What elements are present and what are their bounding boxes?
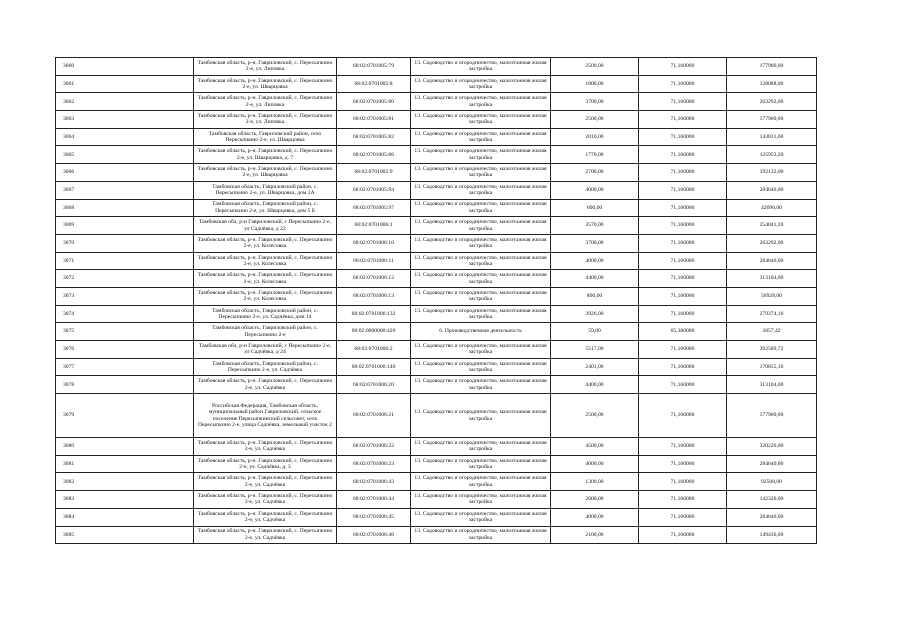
cadastral-value-cell: 284640,00 [727,455,817,473]
table-row [56,287,817,305]
area-cell: 59,00 [551,323,639,341]
specific-value-cell: 71,160000 [639,438,727,456]
cadastral-value-cell: 263292,00 [727,234,817,252]
row-number-cell: 3075 [56,323,194,341]
land-use-cell: 13. Садоводство и огородничество, малоэтажная жилая застройка [411,93,551,111]
specific-value-cell: 71,160000 [639,508,727,526]
specific-value-cell: 71,160000 [639,164,727,182]
land-use-cell: 13. Садоводство и огородничество, малоэтажная жилая застройка [411,508,551,526]
area-cell: 800,00 [551,287,639,305]
specific-value-cell: 71,160000 [639,341,727,359]
area-cell: 4000,00 [551,181,639,199]
land-use-cell: 13. Садоводство и огородничество, малоэтажная жилая застройка [411,455,551,473]
table-row [56,146,817,164]
row-number-cell: 3068 [56,199,194,217]
land-use-cell: 13. Садоводство и огородничество, малоэтажная жилая застройка [411,146,551,164]
table-row [56,217,817,235]
specific-value-cell: 71,160000 [639,93,727,111]
specific-value-cell: 71,160000 [639,199,727,217]
cadastral-number-cell: 68:02:0701006:10 [337,234,411,252]
row-number-cell: 3082 [56,473,194,491]
area-cell: 2010,00 [551,128,639,146]
address-cell: Тамбовская область, р-н. Гавриловский, с. Пересыпкино 2-е, ул. Садчёвка [194,438,337,456]
table-row [56,473,817,491]
land-use-cell: 13. Садоводство и огородничество, малоэтажная жилая застройка [411,491,551,509]
land-use-cell: 13. Садоводство и огородничество, малоэтажная жилая застройка [411,234,551,252]
row-number-cell: 3076 [56,341,194,359]
land-use-cell: 13. Садоводство и огородничество, малоэтажная жилая застройка [411,75,551,93]
area-cell: 2000,00 [551,491,639,509]
land-use-cell: 13. Садоводство и огородничество, малоэтажная жилая застройка [411,358,551,376]
row-number-cell: 3067 [56,181,194,199]
land-use-cell: 13. Садоводство и огородничество, малоэтажная жилая застройка [411,287,551,305]
land-use-cell: 13. Садоводство и огородничество, малоэтажная жилая застройка [411,181,551,199]
address-cell: Тамбовская область, р-н. Гавриловский, с. Пересыпкино 2-е, ул. Колесовка [194,252,337,270]
table-row [56,58,817,76]
specific-value-cell: 71,160000 [639,217,727,235]
address-cell: Тамбовская область, р-н. Гавриловский, с. Пересыпкино 2-е, ул. Садчёвка [194,473,337,491]
address-cell: Тамбовская область, р-н. Гавриловский, с. Пересыпкино 2-е, ул. Садчёвка, д. 3 [194,455,337,473]
specific-value-cell: 71,160000 [639,146,727,164]
specific-value-cell: 71,160000 [639,111,727,129]
address-cell: Тамбовская область, р-н. Гавриловский, с. Пересыпкино 2-е, ул. Садчёвка [194,508,337,526]
cadastral-value-cell: 392589,72 [727,341,817,359]
cadastral-number-cell: 68:02:0701006:12 [337,270,411,288]
address-cell: Тамбовская область, р-н. Гавриловский, с. Пересыпкино 2-е, ул. Садчёвка [194,526,337,544]
land-use-cell: 13. Садоводство и огородничество, малоэтажная жилая застройка [411,526,551,544]
specific-value-cell: 71,160000 [639,252,727,270]
cadastral-value-cell: 56928,00 [727,287,817,305]
address-cell: Тамбовская область, р-н. Гавриловский, с. Пересыпкино 2-е, ул. Шварцовка, д. 7 [194,146,337,164]
cadastral-number-cell: 68:02:0701006:13 [337,287,411,305]
row-number-cell: 3065 [56,146,194,164]
land-use-cell: 13. Садоводство и огородничество, малоэтажная жилая застройка [411,473,551,491]
address-cell: Тамбовская обл, р-н Гавриловский, с Пересыпкино 2-е, ул Садчёвка, д 24 [194,341,337,359]
area-cell: 4400,00 [551,270,639,288]
row-number-cell: 3079 [56,394,194,438]
cadastral-value-cell: 3857,42 [727,323,817,341]
table-row [56,394,817,438]
cadastral-value-cell: 170855,16 [727,358,817,376]
row-number-cell: 3078 [56,376,194,394]
row-number-cell: 3066 [56,164,194,182]
cadastral-number-cell: 68:02:0701005:86 [337,146,411,164]
cadastral-number-cell: 68:02:0701006:21 [337,394,411,438]
land-use-cell: 13. Садоводство и огородничество, малоэтажная жилая застройка [411,128,551,146]
row-number-cell: 3064 [56,128,194,146]
row-number-cell: 3074 [56,305,194,323]
table-row [56,270,817,288]
address-cell: Тамбовская область, Гавриловский район, с. Пересыпкино 2-е, ул. Садчёвка, дом 14 [194,305,337,323]
table-row [56,323,817,341]
specific-value-cell: 71,160000 [639,394,727,438]
land-use-cell: 13. Садоводство и огородничество, малоэтажная жилая застройка [411,199,551,217]
area-cell: 2401,00 [551,358,639,376]
address-cell: Тамбовская область, Гавриловский район, с. Пересыпкино 2-е [194,323,337,341]
land-use-cell: 13. Садоводство и огородничество, малоэтажная жилая застройка [411,376,551,394]
cadastral-number-cell: 68:02:0701005:97 [337,199,411,217]
row-number-cell: 3073 [56,287,194,305]
cadastral-value-cell: 284640,00 [727,252,817,270]
cadastral-value-cell: 320220,00 [727,438,817,456]
table-row [56,164,817,182]
area-cell: 2500,00 [551,394,639,438]
land-use-cell: 13. Садоводство и огородничество, малоэтажная жилая застройка [411,252,551,270]
address-cell: Тамбовская область, р-н. Гавриловский, с. Пересыпкино 2-е, ул. Липовка [194,93,337,111]
cadastral-value-cell: 279374,16 [727,305,817,323]
area-cell: 4400,00 [551,376,639,394]
area-cell: 4000,00 [551,455,639,473]
area-cell: 1300,00 [551,473,639,491]
cadastral-value-cell: 192132,00 [727,164,817,182]
cadastral-value-cell: 42696,00 [727,199,817,217]
specific-value-cell: 71,160000 [639,526,727,544]
land-use-cell: 6. Производственная деятельность [411,323,551,341]
cadastral-number-cell: 68:02:0701005:81 [337,111,411,129]
area-cell: 2100,00 [551,526,639,544]
area-cell: 4000,00 [551,252,639,270]
specific-value-cell: 71,160000 [639,376,727,394]
specific-value-cell: 71,160000 [639,270,727,288]
table-row [56,128,817,146]
table-row [56,376,817,394]
area-cell: 4000,00 [551,508,639,526]
cadastral-number-cell: 68:02:0701006:44 [337,491,411,509]
cadastral-number-cell: 68:02:0701006:140 [337,358,411,376]
cadastral-value-cell: 284640,00 [727,508,817,526]
table-row [56,526,817,544]
cadastral-value-cell: 254041,20 [727,217,817,235]
cadastral-number-cell: 68:02:0701006:2 [337,341,411,359]
address-cell: Тамбовская область, Гавриловский район, с. Пересыпкино 2-е, ул. Садчёвка [194,358,337,376]
specific-value-cell: 71,160000 [639,58,727,76]
land-use-cell: 13. Садоводство и огородничество, малоэтажная жилая застройка [411,341,551,359]
row-number-cell: 3061 [56,75,194,93]
address-cell: Тамбовская область, р-н. Гавриловский, с. Пересыпкино 2-е, ул. Садчёвка [194,491,337,509]
specific-value-cell: 71,160000 [639,358,727,376]
cadastral-number-cell: 68:02:0701005:94 [337,181,411,199]
row-number-cell: 3070 [56,234,194,252]
table-row [56,252,817,270]
area-cell: 3926,00 [551,305,639,323]
row-number-cell: 3069 [56,217,194,235]
address-cell: Тамбовская область, р-н. Гавриловский, с. Пересыпкино 2-е, ул. Шварцовка [194,75,337,93]
land-use-cell: 13. Садоводство и огородничество, малоэтажная жилая застройка [411,270,551,288]
area-cell: 5517,00 [551,341,639,359]
address-cell: Тамбовская область, р-н. Гавриловский, с. Пересыпкино 2-е, ул. Колесовка [194,270,337,288]
address-cell: Тамбовская обл, р-н Гавриловский, с Пересыпкино 2-е, ул Садчёвка, д 22 [194,217,337,235]
table-row [56,358,817,376]
cadastral-value-cell: 149436,00 [727,526,817,544]
land-cadastral-value-table [55,57,817,544]
specific-value-cell: 71,160000 [639,181,727,199]
land-use-cell: 13. Садоводство и огородничество, малоэтажная жилая застройка [411,438,551,456]
land-use-cell: 13. Садоводство и огородничество, малоэтажная жилая застройка [411,111,551,129]
row-number-cell: 3083 [56,491,194,509]
specific-value-cell: 71,160000 [639,305,727,323]
cadastral-number-cell: 68:02:0000000:420 [337,323,411,341]
specific-value-cell: 71,160000 [639,128,727,146]
cadastral-number-cell: 68:02:0701006:22 [337,438,411,456]
specific-value-cell: 71,160000 [639,455,727,473]
table-row [56,181,817,199]
table-row [56,199,817,217]
specific-value-cell: 71,160000 [639,473,727,491]
cadastral-value-cell: 177900,00 [727,111,817,129]
area-cell: 2500,00 [551,58,639,76]
address-cell: Тамбовская область, р-н. Гавриловский, с. Пересыпкино 2-е, ул. Шварцовка [194,164,337,182]
cadastral-value-cell: 128088,00 [727,75,817,93]
cadastral-value-cell: 313104,00 [727,270,817,288]
row-number-cell: 3080 [56,438,194,456]
area-cell: 2700,00 [551,164,639,182]
cadastral-value-cell: 284640,00 [727,181,817,199]
cadastral-value-cell: 263292,00 [727,93,817,111]
address-cell: Российская Федерация, Тамбовская область, муниципальный район Гавриловский, сельское поселение Пересыпкинский сельсовет, село Пересыпкино 2-е, улица Садчёвка, земельный участок 2 [194,394,337,438]
cadastral-value-cell: 177900,00 [727,394,817,438]
row-number-cell: 3085 [56,526,194,544]
row-number-cell: 3077 [56,358,194,376]
cadastral-number-cell: 68:02:0701005:79 [337,58,411,76]
address-cell: Тамбовская область, р-н. Гавриловский, с. Пересыпкино 2-е, ул. Липовка [194,58,337,76]
table-row [56,305,817,323]
address-cell: Тамбовская область, Гавриловский район, село Пересыпкино 2-е, ул. Шварцовка [194,128,337,146]
row-number-cell: 3060 [56,58,194,76]
table-row [56,491,817,509]
cadastral-value-cell: 177900,00 [727,58,817,76]
cadastral-number-cell: 68:02:0701006:43 [337,473,411,491]
area-cell: 3700,00 [551,234,639,252]
row-number-cell: 3081 [56,455,194,473]
table-row [56,111,817,129]
table-row [56,455,817,473]
table-row [56,508,817,526]
area-cell: 600,00 [551,199,639,217]
row-number-cell: 3062 [56,93,194,111]
table-row [56,234,817,252]
row-number-cell: 3063 [56,111,194,129]
land-use-cell: 13. Садоводство и огородничество, малоэтажная жилая застройка [411,305,551,323]
table-row [56,341,817,359]
specific-value-cell: 71,160000 [639,234,727,252]
area-cell: 3700,00 [551,93,639,111]
table-row [56,75,817,93]
cadastral-value-cell: 142320,00 [727,491,817,509]
specific-value-cell: 71,160000 [639,75,727,93]
cadastral-value-cell: 125953,20 [727,146,817,164]
cadastral-number-cell: 68:02:0701006:11 [337,252,411,270]
specific-value-cell: 65,380000 [639,323,727,341]
address-cell: Тамбовская область, Гавриловский район, с. Пересыпкино 2-е, ул. Шварцовка, дом 2А [194,181,337,199]
area-cell: 3570,00 [551,217,639,235]
address-cell: Тамбовская область, р-н. Гавриловский, с. Пересыпкино 2-е, ул. Колесовка [194,287,337,305]
land-use-cell: 13. Садоводство и огородничество, малоэтажная жилая застройка [411,217,551,235]
cadastral-number-cell: 68:02:0701006:1 [337,217,411,235]
table-row [56,438,817,456]
cadastral-value-cell: 313104,00 [727,376,817,394]
table-body [56,58,817,544]
area-cell: 2500,00 [551,111,639,129]
address-cell: Тамбовская область, р-н. Гавриловский, с. Пересыпкино 2-е, ул. Колесовка [194,234,337,252]
area-cell: 1770,00 [551,146,639,164]
address-cell: Тамбовская область, Гавриловский район, с. Пересыпкино 2-е, ул. Шварцовка, дом 5 Б [194,199,337,217]
cadastral-number-cell: 68:02:0701006:23 [337,455,411,473]
cadastral-number-cell: 68:02:0701005:8 [337,75,411,93]
cadastral-number-cell: 68:02:0701005:82 [337,128,411,146]
cadastral-value-cell: 92508,00 [727,473,817,491]
row-number-cell: 3071 [56,252,194,270]
row-number-cell: 3072 [56,270,194,288]
area-cell: 1800,00 [551,75,639,93]
land-use-cell: 13. Садоводство и огородничество, малоэтажная жилая застройка [411,164,551,182]
specific-value-cell: 71,160000 [639,287,727,305]
cadastral-number-cell: 68:02:0701005:80 [337,93,411,111]
cadastral-number-cell: 68:02:0701006:132 [337,305,411,323]
cadastral-value-cell: 143031,60 [727,128,817,146]
land-use-cell: 13. Садоводство и огородничество, малоэтажная жилая застройка [411,394,551,438]
area-cell: 4500,00 [551,438,639,456]
cadastral-number-cell: 68:02:0701006:20 [337,376,411,394]
cadastral-number-cell: 68:02:0701005:9 [337,164,411,182]
row-number-cell: 3084 [56,508,194,526]
land-use-cell: 13. Садоводство и огородничество, малоэтажная жилая застройка [411,58,551,76]
cadastral-number-cell: 68:02:0701006:46 [337,526,411,544]
address-cell: Тамбовская область, р-н. Гавриловский, с. Пересыпкино 2-е, ул. Садчёвка [194,376,337,394]
table-row [56,93,817,111]
cadastral-number-cell: 68:02:0701006:45 [337,508,411,526]
address-cell: Тамбовская область, р-н. Гавриловский, с. Пересыпкино 2-е, ул. Липовка [194,111,337,129]
specific-value-cell: 71,160000 [639,491,727,509]
